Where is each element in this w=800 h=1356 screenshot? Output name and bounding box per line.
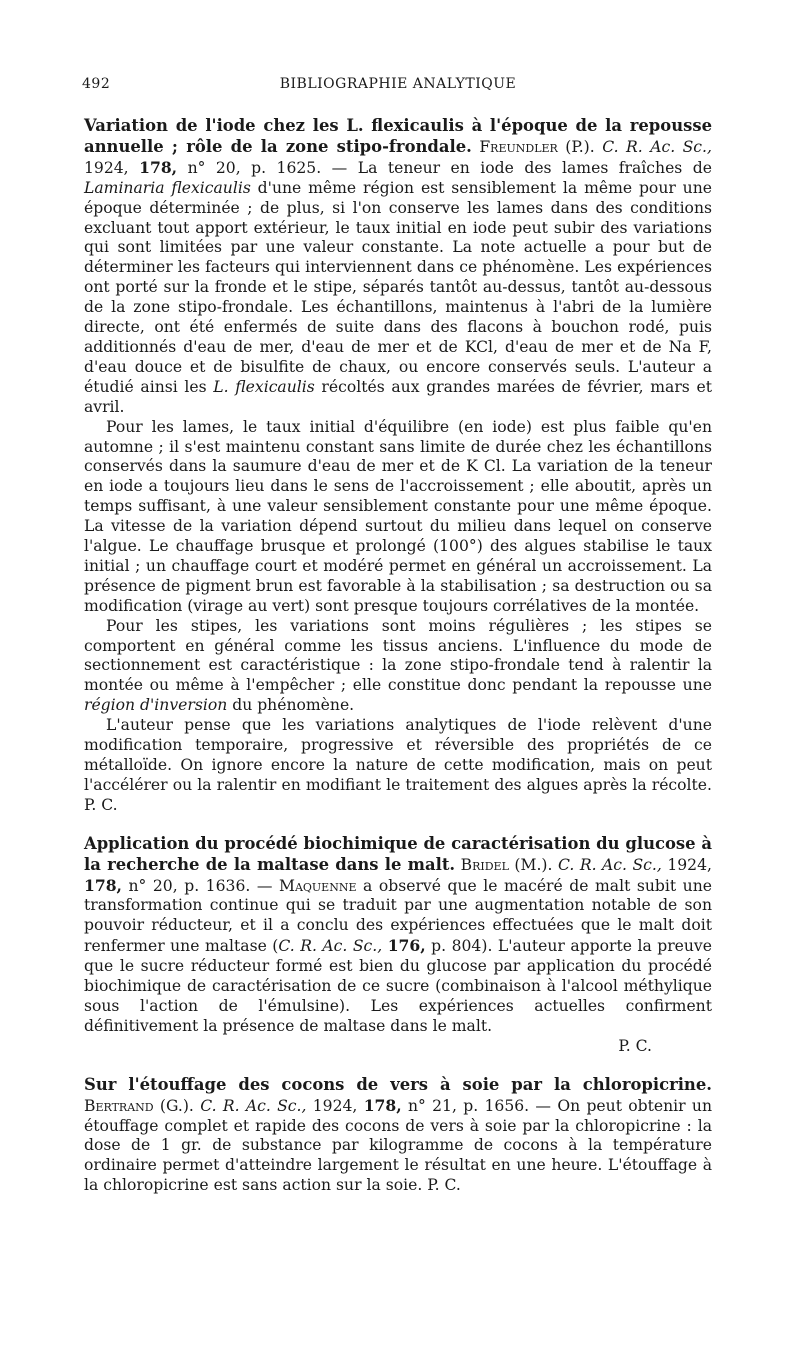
- species-name: Laminaria flexicaulis: [84, 178, 251, 197]
- author-initial: (P.).: [565, 137, 595, 156]
- article-author: Bertrand: [84, 1096, 154, 1115]
- abstract-text: récoltés aux grandes marées de février, mars et avril.: [84, 377, 712, 416]
- article-chloropicrine: [84, 1075, 712, 1196]
- page-number: 492: [82, 76, 111, 92]
- article-paragraph: [84, 116, 712, 418]
- journal-abbrev: C. R. Ac. Sc.,: [200, 1096, 307, 1115]
- article-author: Freundler: [479, 137, 558, 156]
- journal-volume: 178,: [139, 157, 178, 177]
- signature: P. C.: [84, 795, 118, 814]
- signature: P. C.: [427, 1176, 461, 1195]
- article-paragraph: [84, 1075, 712, 1196]
- abstract-text: La teneur en iode des lames fraîches de: [357, 158, 712, 177]
- journal-volume: 176,: [387, 936, 426, 956]
- running-head: [82, 76, 714, 96]
- abstract-text: du phénomène.: [227, 696, 355, 715]
- issue-pages: n° 21, p. 1656. —: [408, 1096, 558, 1115]
- ref-page: p. 804).: [425, 937, 493, 956]
- abstract-text: Pour les stipes, les variations sont moins régulières ; les stipes se comportent en général comme les tissus anciens. L'influence du mode de sectionnement est caractéristique : la zone stipo-frondale tend à ralentir la montée ou même à l'empêcher ; elle constitue donc pendant la repousse une: [84, 616, 712, 695]
- author-initial: (G.).: [159, 1096, 194, 1115]
- abstract-text: L'auteur pense que les variations analytiques de l'iode relèvent d'une modification temporaire, progressive et réversible des propriétés de ce métalloïde. On ignore encore la nature de cette modification, mais on peut l'accélérer ou la ralentir en modifiant le traitement des algues après la récolte.: [84, 716, 712, 794]
- abstract-text: a observé que le macéré de malt subit une transformation continue qui se traduit par une augmentation notable de son pouvoir réducteur, et il a conclu des expériences effectuées que le malt doit renfermer une maltase (: [84, 876, 712, 956]
- journal-year: 1924,: [312, 1096, 358, 1115]
- article-paragraph: [84, 716, 712, 816]
- article-maltase: [84, 834, 712, 1057]
- page-body: [84, 116, 712, 1214]
- article-paragraph: Pour les lames, le taux initial d'équilibre (en iode) est plus faible qu'en automne ; il s'est maintenu constant sans limite de durée chez les échantillons conservés dans la saumure d'eau de mer et de K Cl. La variation de la teneur en iode a toujours lieu dans le sens de l'accroissement ; elle aboutit, après un temps suffisant, à une valeur sensiblement constante pour une même époque. La vitesse de la variation dépend surtout du milieu dans lequel on conserve l'algue. Le chauffage brusque et prolongé (100°) des algues stabilise le taux initial ; un chauffage court et modéré permet en général un accroissement. La présence de pigment brun est favorable à la stabilisation ; sa destruction ou sa modification (virage au vert) sont presque toujours corrélatives de la montée.: [84, 417, 712, 615]
- abstract-text: L'auteur apporte la preuve que le sucre réducteur formé est bien du glucose par application du procédé biochimique de caractérisation de ce sucre (combinaison à l'alcool méthylique sous l'action de l'émulsine). Les expériences actuelles confirment définitivement la présence de maltase dans le malt.: [84, 937, 712, 1035]
- journal-year: 1924,: [667, 855, 712, 874]
- journal-year: 1924,: [84, 158, 129, 177]
- article-author: Bridel: [460, 855, 509, 874]
- journal-volume: 178,: [84, 875, 122, 895]
- journal-abbrev: C. R. Ac. Sc.,: [278, 937, 383, 956]
- running-title: BIBLIOGRAPHIE ANALYTIQUE: [279, 76, 517, 92]
- journal-abbrev: C. R. Ac. Sc.,: [557, 855, 662, 874]
- issue-pages: n° 20, p. 1636. —: [128, 876, 279, 895]
- abstract-text: On peut obtenir un étouffage complet et rapide des cocons de vers à soie par la chloropicrine : la dose de 1 gr. de substance par kilogramme de cocons à la température ordinaire permet d'atteindre largement le résultat en une heure. L'étouffage à la chloropicrine est sans action sur la soie.: [84, 1096, 712, 1195]
- emphasis-text: région d'inversion: [84, 696, 228, 715]
- article-title: Variation de l'iode chez les L. flexicaulis à l'époque de la repousse annuelle ; rôle de la zone stipo-frondale.: [84, 116, 712, 156]
- signature: P. C.: [618, 1036, 652, 1055]
- journal-volume: 178,: [363, 1095, 402, 1115]
- cited-author: Maquenne: [278, 876, 357, 895]
- article-title: Sur l'étouffage des cocons de vers à soie par la chloropicrine.: [84, 1074, 712, 1094]
- article-paragraph: [84, 617, 712, 717]
- article-title: Application du procédé biochimique de caractérisation du glucose à la recherche de la maltase dans le malt.: [84, 833, 712, 874]
- article-paragraph: [84, 834, 712, 1037]
- species-name: L. flexicaulis: [213, 377, 315, 396]
- issue-pages: n° 20, p. 1625. —: [187, 158, 358, 177]
- abstract-text: d'une même région est sensiblement la même pour une époque déterminée ; de plus, si l'on conserve les lames dans des conditions excluant tout apport extérieur, le taux initial en iode peut subir des variations qui sont limitées par une valeur constante. La note actuelle a pour but de déterminer les facteurs qui interviennent dans ce phénomène. Les expériences ont porté sur la fronde et le stipe, séparés tantôt au-dessus, tantôt au-dessous de la zone stipo-frondale. Les échantillons, maintenus à l'abri de la lumière directe, ont été enfermés de suite dans des flacons à bouchon rodé, puis additionnés d'eau de mer, d'eau de mer et de KCl, d'eau de mer et de Na F, d'eau douce et de bisulfite de chaux, ou encore conservés seuls. L'auteur a étudié ainsi les: [84, 178, 712, 396]
- article-iode: [84, 116, 712, 816]
- author-initial: (M.).: [514, 855, 553, 874]
- journal-abbrev: C. R. Ac. Sc.,: [602, 137, 712, 156]
